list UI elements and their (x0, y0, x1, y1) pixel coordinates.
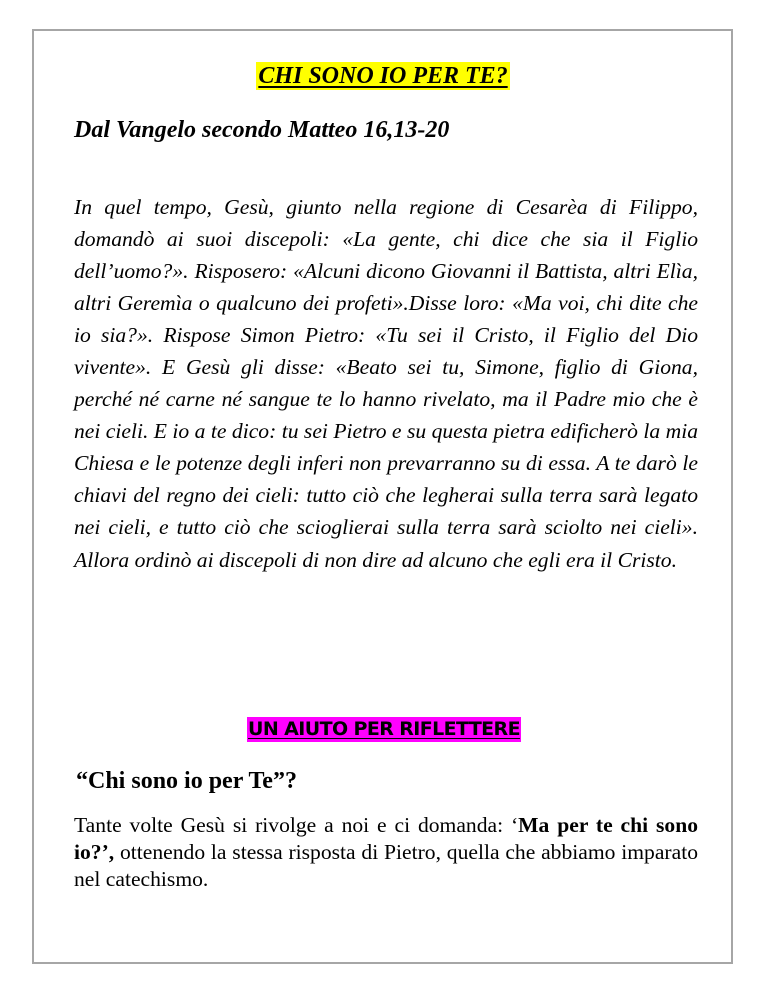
reflection-text-end: ottenendo la stessa risposta di Pietro, quella che abbiamo imparato nel catechismo. (74, 840, 698, 892)
reflection-subheading: “Chi sono io per Te”? (76, 768, 297, 794)
document-title: CHI SONO IO PER TE? (258, 63, 508, 89)
section-heading-container (0, 717, 768, 742)
gospel-text: In quel tempo, Gesù, giunto nella regione di Cesarèa di Filippo, domandò ai suoi discepoli: «La gente, chi dice che sia il Figlio dell’uomo?». Risposero: «Alcuni dicono Giovanni il Battista, altri Elìa, altri Geremìa o qualcuno dei profeti».Disse loro: «Ma voi, chi dite che io sia?». Rispose Simon Pietro: «Tu sei il Cristo, il Figlio del Dio vivente». E Gesù gli disse: «Beato sei tu, Simone, figlio di Giona, perché né carne né sangue te lo hanno rivelato, ma il Padre mio che è nei cieli. E io a te dico: tu sei Pietro e su questa pietra edificherò la mia Chiesa e le potenze degli inferi non prevarranno su di essa. A te darò le chiavi del regno dei cieli: tutto ciò che legherai sulla terra sarà legato nei cieli, e tutto ciò che scioglierai sulla terra sarà sciolto nei cieli». Allora ordinò ai discepoli di non dire ad alcuno che egli era il Cristo. (74, 195, 698, 572)
reflection-emphasis: Ma per te chi sono io?’, (74, 813, 698, 865)
section-heading: UN AIUTO PER RIFLETTERE (248, 718, 520, 740)
reflection-paragraph (74, 812, 698, 893)
title-container (0, 62, 768, 90)
reflection-text-start: Tante volte Gesù si rivolge a noi e ci domanda: ‘ (74, 813, 519, 837)
gospel-source: Dal Vangelo secondo Matteo 16,13-20 (74, 117, 450, 143)
